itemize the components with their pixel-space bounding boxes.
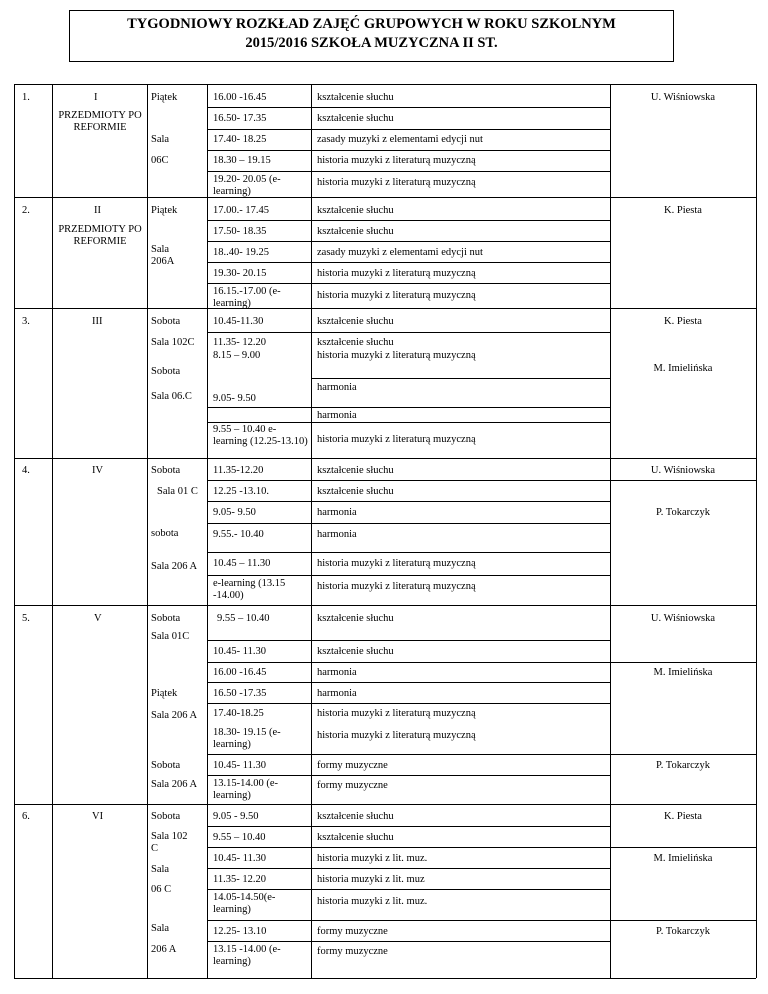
time-slot: 17.40-18.25	[213, 708, 264, 719]
day-label: Piątek	[151, 205, 178, 216]
time-slot: 12.25- 13.10	[213, 926, 267, 937]
teacher-name: U. Wiśniowska	[650, 613, 716, 624]
time-slot: 11.35-12.20	[213, 465, 264, 476]
room-label: Sala 102C	[151, 337, 195, 348]
group-number: 1.	[22, 92, 30, 103]
class-year: I	[94, 92, 98, 103]
day-label: Piątek	[151, 92, 178, 103]
time-slot: 10.45- 11.30	[213, 760, 266, 771]
time-slot: 10.45- 11.30	[213, 646, 266, 657]
room-label: Sala 206A	[151, 244, 175, 267]
day-label: sobota	[151, 528, 179, 539]
subject: formy muzyczne	[317, 780, 388, 791]
time-slot: 10.45- 11.30	[213, 853, 266, 864]
group-number: 4.	[22, 465, 30, 476]
subject: formy muzyczne	[317, 946, 388, 957]
reform-label: PRZEDMIOTY PO REFORMIE	[58, 110, 142, 133]
room-label: Sala	[151, 923, 170, 934]
time-slot: 10.45 – 11.30	[213, 558, 271, 569]
subject: historia muzyki z lit. muz	[317, 874, 425, 885]
time-slot: 13.15 -14.00 (e-learning)	[213, 944, 281, 967]
subject: historia muzyki z literaturą muzyczną	[317, 290, 476, 301]
day-label: Sobota	[151, 811, 181, 822]
time-slot: 9.05 - 9.50	[213, 811, 259, 822]
subject: historia muzyki z literaturą muzyczną	[317, 350, 476, 361]
room-label: Sala 01C	[151, 631, 190, 642]
time-slot: 17.50- 18.35	[213, 226, 267, 237]
day-label: Piątek	[151, 688, 178, 699]
time-slot: 16.50- 17.35	[213, 113, 267, 124]
subject: harmonia	[317, 410, 357, 421]
room-label: Sala	[151, 134, 170, 145]
day-label: Sobota	[151, 760, 181, 771]
subject: historia muzyki z literaturą muzyczną	[317, 558, 476, 569]
group-number: 3.	[22, 316, 30, 327]
group-number: 5.	[22, 613, 30, 624]
time-slot: 18..40- 19.25	[213, 247, 269, 258]
subject: kształcenie słuchu	[317, 113, 394, 124]
class-year: II	[94, 205, 101, 216]
class-year: V	[94, 613, 102, 624]
day-label: Sobota	[151, 613, 181, 624]
reform-label: PRZEDMIOTY PO REFORMIE	[58, 224, 142, 247]
time-slot: 16.15.-17.00 (e-learning)	[213, 286, 281, 309]
subject: harmonia	[317, 667, 357, 678]
room-value: 06 C	[151, 884, 172, 895]
teacher-name: M. Imielińska	[653, 363, 713, 374]
subject: kształcenie słuchu	[317, 486, 394, 497]
subject: kształcenie słuchu	[317, 205, 394, 216]
group-number: 6.	[22, 811, 30, 822]
subject: historia muzyki z lit. muz.	[317, 896, 428, 907]
page-title: TYGODNIOWY ROZKŁAD ZAJĘĆ GRUPOWYCH W ROKU SZKOLNYM	[127, 16, 616, 32]
subject: kształcenie słuchu	[317, 613, 394, 624]
subject: historia muzyki z literaturą muzyczną	[317, 155, 476, 166]
time-slot: 19.30- 20.15	[213, 268, 267, 279]
time-slot: 18.30 – 19.15	[213, 155, 271, 166]
time-slot: 11.35- 12.20	[213, 874, 266, 885]
class-year: III	[92, 316, 103, 327]
teacher-name: K. Piesta	[664, 811, 702, 822]
subject: kształcenie słuchu	[317, 226, 394, 237]
room-label: Sala 206 A	[151, 561, 198, 572]
subject: zasady muzyki z elementami edycji nut	[317, 247, 483, 258]
subject: historia muzyki z literaturą muzyczną	[317, 177, 476, 188]
subject: zasady muzyki z elementami edycji nut	[317, 134, 483, 145]
teacher-name: P. Tokarczyk	[656, 760, 710, 771]
page-subtitle: 2015/2016 SZKOŁA MUZYCZNA II ST.	[245, 35, 498, 51]
time-slot: 16.50 -17.35	[213, 688, 267, 699]
day-label: Sobota	[151, 465, 181, 476]
time-slot: 16.00 -16.45	[213, 92, 267, 103]
time-slot: 9.05- 9.50	[213, 393, 256, 404]
subject: historia muzyki z literaturą muzyczną	[317, 434, 476, 445]
day-label: Sobota	[151, 366, 181, 377]
teacher-name: M. Imielińska	[653, 667, 713, 678]
room-label: Sala 206 A	[151, 779, 198, 790]
subject: kształcenie słuchu	[317, 465, 394, 476]
time-slot: 14.05-14.50(e-learning)	[213, 892, 276, 915]
subject: kształcenie słuchu	[317, 92, 394, 103]
subject: historia muzyki z lit. muz.	[317, 853, 428, 864]
subject: historia muzyki z literaturą muzyczną	[317, 581, 476, 592]
time-slot: 11.35- 12.20	[213, 337, 266, 348]
subject: kształcenie słuchu	[317, 316, 394, 327]
day-label: Sobota	[151, 316, 181, 327]
room-value: 206 A	[151, 944, 177, 955]
class-year: VI	[92, 811, 104, 822]
subject: historia muzyki z literaturą muzyczną	[317, 730, 476, 741]
subject: harmonia	[317, 529, 357, 540]
time-slot: 9.55.- 10.40	[213, 529, 264, 540]
time-slot: 12.25 -13.10.	[213, 486, 269, 497]
subject: historia muzyki z literaturą muzyczną	[317, 708, 476, 719]
teacher-name: M. Imielińska	[653, 853, 713, 864]
subject: harmonia	[317, 382, 357, 393]
teacher-name: K. Piesta	[664, 205, 702, 216]
room-label: Sala 01 C	[157, 486, 198, 497]
time-slot: 19.20- 20.05 (e-learning)	[213, 174, 281, 197]
class-year: IV	[92, 465, 104, 476]
teacher-name: U. Wiśniowska	[650, 92, 716, 103]
subject: historia muzyki z literaturą muzyczną	[317, 268, 476, 279]
subject: formy muzyczne	[317, 926, 388, 937]
subject: kształcenie słuchu	[317, 646, 394, 657]
time-slot: 9.55 – 10.40 e-learning (12.25-13.10)	[213, 424, 308, 447]
teacher-name: P. Tokarczyk	[656, 507, 710, 518]
group-number: 2.	[22, 205, 30, 216]
room-label: Sala 06.C	[151, 391, 192, 402]
time-slot: 9.55 – 10.40	[217, 613, 270, 624]
time-slot: 18.30- 19.15 (e-learning)	[213, 727, 281, 750]
room-value: 06C	[151, 155, 169, 166]
time-slot: 13.15-14.00 (e-learning)	[213, 778, 279, 801]
time-slot: 17.40- 18.25	[213, 134, 267, 145]
time-slot: 8.15 – 9.00	[213, 350, 261, 361]
time-slot: 9.05- 9.50	[213, 507, 256, 518]
time-slot: e-learning (13.15 -14.00)	[213, 578, 286, 601]
time-slot: 10.45-11.30	[213, 316, 264, 327]
subject: kształcenie słuchu	[317, 811, 394, 822]
time-slot: 9.55 – 10.40	[213, 832, 266, 843]
room-label: Sala 206 A	[151, 710, 198, 721]
teacher-name: P. Tokarczyk	[656, 926, 710, 937]
subject: harmonia	[317, 507, 357, 518]
time-slot: 16.00 -16.45	[213, 667, 267, 678]
subject: harmonia	[317, 688, 357, 699]
time-slot: 17.00.- 17.45	[213, 205, 269, 216]
teacher-name: U. Wiśniowska	[650, 465, 716, 476]
room-label: Sala	[151, 864, 170, 875]
subject: kształcenie słuchu	[317, 337, 394, 348]
subject: kształcenie słuchu	[317, 832, 394, 843]
room-label: Sala 102 C	[151, 831, 188, 854]
teacher-name: K. Piesta	[664, 316, 702, 327]
title-box	[69, 10, 674, 62]
subject: formy muzyczne	[317, 760, 388, 771]
